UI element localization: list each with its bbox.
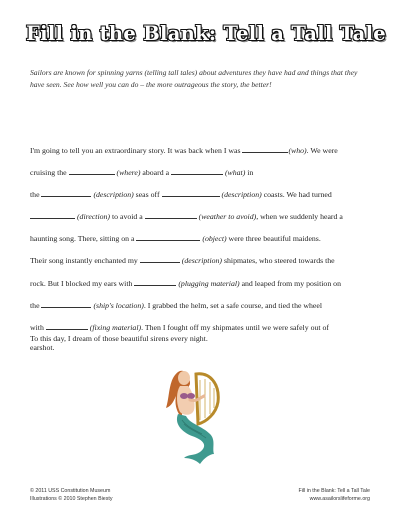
blank-hint: (direction) [76, 212, 111, 222]
story-text: the [30, 300, 42, 310]
footer-title: Fill in the Blank: Tell a Tall Tale [298, 488, 370, 494]
story-line [30, 232, 375, 254]
blank-hint: (fixing material) [89, 322, 142, 332]
story-line [30, 210, 375, 232]
story-text: shipmates, who steered towards the [222, 256, 335, 266]
blank-hint: (description) [93, 190, 134, 200]
blank-hint: (plugging material) [178, 278, 240, 288]
copyright-museum: © 2011 USS Constitution Museum [30, 488, 111, 494]
intro-text: Sailors are known for spinning yarns (telling tall tales) about adventures they have had and things that they have seen. See how well you can do – the more outrageous the story, the better! [30, 68, 358, 89]
story-text: . I grabbed the helm, set a safe course, and tied the wheel [143, 300, 323, 310]
footer-website: www.asailorslifeforme.org [309, 496, 370, 502]
fill-in-blank[interactable] [145, 210, 197, 219]
blank-hint: (ship's location) [93, 300, 144, 310]
story-text: , when we suddenly heard a [256, 212, 343, 222]
story-text: rock. But I blocked my ears with [30, 278, 135, 288]
fill-in-blank[interactable] [69, 166, 115, 175]
fill-in-blank[interactable] [46, 321, 88, 330]
story-line [30, 188, 375, 210]
story-text: to avoid a [110, 212, 145, 222]
blank-hint: (object) [202, 234, 227, 244]
copyright-illustrations: Illustrations © 2010 Stephen Biesty [30, 496, 113, 502]
story-text: the [30, 190, 42, 200]
story-paragraph [30, 144, 375, 365]
story-text: earshot. [30, 342, 55, 352]
fill-in-blank[interactable] [30, 210, 75, 219]
blank-hint: (description) [181, 256, 223, 266]
story-line [30, 166, 375, 188]
story-text: . We were [306, 146, 338, 155]
footer-right [298, 487, 370, 503]
mermaid-with-harp-illustration [160, 362, 242, 467]
story-text: in [245, 168, 254, 178]
blank-hint: (who) [288, 146, 307, 155]
fill-in-blank[interactable] [162, 188, 220, 197]
fill-in-blank[interactable] [136, 232, 200, 241]
footer-left [30, 487, 113, 503]
blank-hint: (where) [116, 168, 141, 178]
story-text: seas off [133, 190, 162, 200]
closing-sentence: To this day, I dream of those beautiful sirens every night. [30, 334, 208, 343]
fill-in-blank[interactable] [41, 299, 91, 308]
fill-in-blank[interactable] [171, 166, 223, 175]
blank-hint: (what) [224, 168, 246, 178]
fill-in-blank[interactable] [140, 254, 180, 263]
story-text: cruising the [30, 168, 69, 178]
story-text: haunting song. There, sitting on a [30, 234, 137, 244]
blank-hint: (description) [221, 190, 262, 200]
story-text: with [30, 322, 46, 332]
story-text: were three beautiful maidens. [226, 234, 321, 244]
fill-in-blank[interactable] [242, 144, 288, 153]
story-line [30, 277, 375, 299]
story-line [30, 299, 375, 321]
story-text: aboard a [140, 168, 171, 178]
story-text: . Then I fought off my shipmates until we were safely out of [141, 322, 329, 332]
story-line [30, 254, 375, 276]
story-text: and leaped from my position on [239, 278, 341, 288]
page-title: Fill in the Blank: Tell a Tall Tale [26, 22, 386, 45]
blank-hint: (weather to avoid) [198, 212, 257, 222]
story-text: Their song instantly enchanted my [30, 256, 140, 266]
story-text: I'm going to tell you an extraordinary story. It was back when I was [30, 146, 243, 155]
story-line [30, 144, 375, 166]
fill-in-blank[interactable] [41, 188, 91, 197]
fill-in-blank[interactable] [134, 277, 176, 286]
story-text: coasts. We had turned [261, 190, 332, 200]
